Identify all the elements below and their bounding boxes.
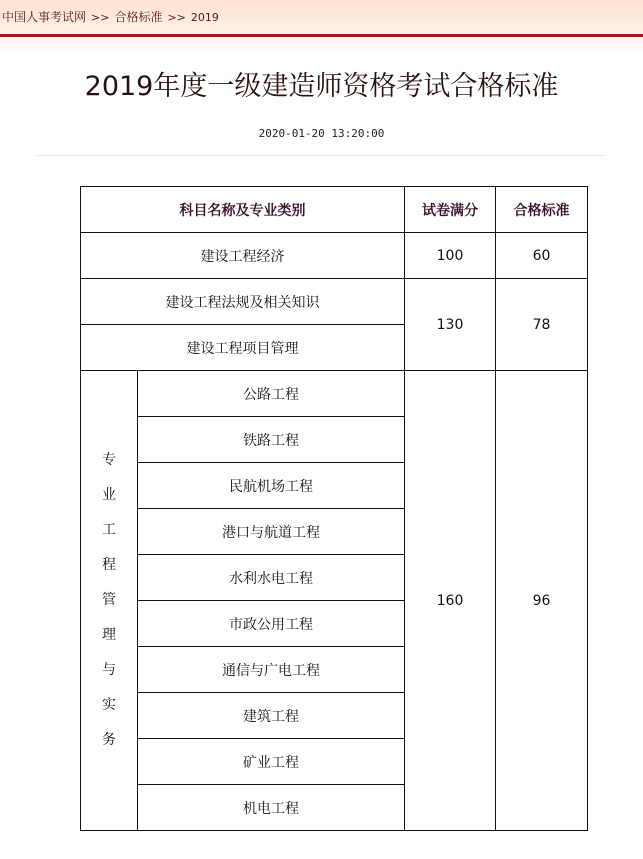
header-subject: 科目名称及专业类别: [81, 187, 405, 233]
pass-score-cell: 60: [496, 233, 588, 279]
table-row: [81, 233, 588, 279]
page-title: 2019年度一级建造师资格考试合格标准: [84, 71, 559, 102]
header-pass-score: 合格标准: [496, 187, 588, 233]
breadcrumb-home-link[interactable]: 中国人事考试网: [2, 10, 87, 24]
breadcrumb-current-link[interactable]: 2019: [190, 11, 219, 24]
subject-cell: 建筑工程: [138, 693, 405, 739]
subject-cell: 民航机场工程: [138, 463, 405, 509]
subject-cell: 市政公用工程: [138, 601, 405, 647]
table-header-row: [81, 187, 588, 233]
subject-cell: 铁路工程: [138, 417, 405, 463]
table-row: [81, 279, 588, 325]
header-fade: [0, 37, 643, 57]
full-score-cell: 130: [405, 279, 496, 371]
pass-score-cell: 78: [496, 279, 588, 371]
group-label-cell: 专 业 工 程 管 理 与 实 务: [81, 371, 138, 831]
divider: [36, 155, 606, 156]
subject-cell: 建设工程项目管理: [81, 325, 405, 371]
header-full-score: 试卷满分: [405, 187, 496, 233]
subject-cell: 机电工程: [138, 785, 405, 831]
pass-score-cell: 96: [496, 371, 588, 831]
subject-cell: 港口与航道工程: [138, 509, 405, 555]
subject-cell: 矿业工程: [138, 739, 405, 785]
breadcrumb-category-link[interactable]: 合格标准: [114, 10, 163, 24]
breadcrumb-separator: >>: [91, 11, 110, 24]
subject-cell: 通信与广电工程: [138, 647, 405, 693]
pass-standard-table: [80, 186, 588, 831]
table-row: [81, 371, 588, 417]
breadcrumb: [2, 8, 219, 25]
breadcrumb-separator: >>: [167, 11, 186, 24]
subject-cell: 水利水电工程: [138, 555, 405, 601]
full-score-cell: 100: [405, 233, 496, 279]
publish-date: 2020-01-20 13:20:00: [258, 127, 385, 140]
subject-cell: 建设工程法规及相关知识: [81, 279, 405, 325]
subject-cell: 公路工程: [138, 371, 405, 417]
subject-cell: 建设工程经济: [81, 233, 405, 279]
full-score-cell: 160: [405, 371, 496, 831]
